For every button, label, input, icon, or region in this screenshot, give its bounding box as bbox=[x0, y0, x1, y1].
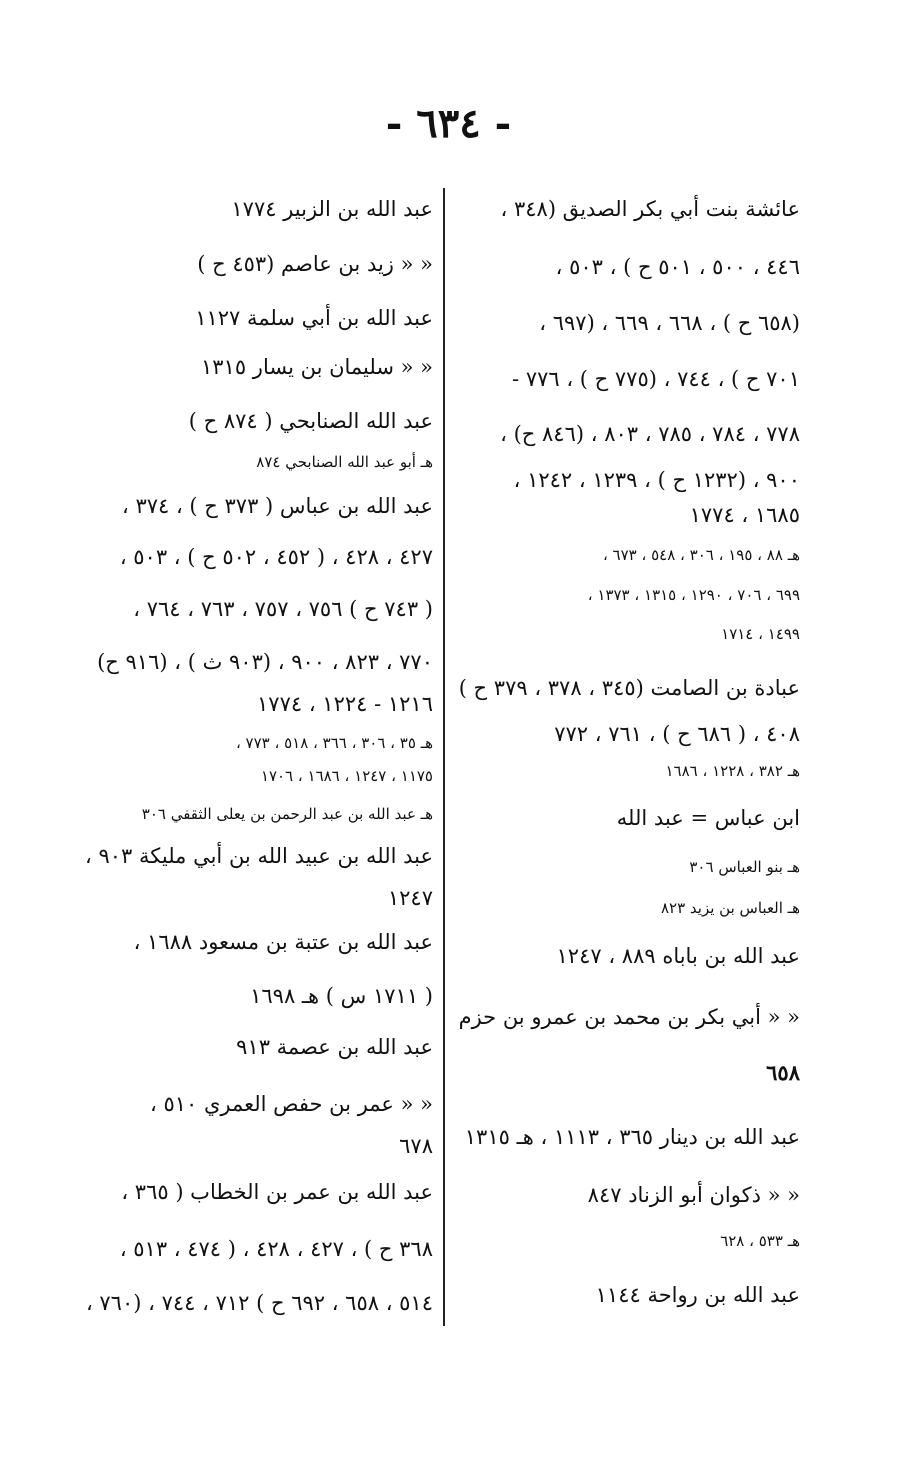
index-line: ٥١٤ ، ٦٥٨ ، ٦٩٢ ح ) ٧١٢ ، ٧٤٤ ، (٧٦٠ ، bbox=[85, 1291, 433, 1315]
index-line: ٤٢٧ ، ٤٢٨ ، ( ٤٥٢ ، ٥٠٢ ح ) ، ٥٠٣ ، bbox=[119, 545, 433, 569]
index-line: عبد الله بن عتبة بن مسعود ١٦٨٨ ، bbox=[133, 930, 433, 954]
index-line: ٤٠٨ ، ( ٦٨٦ ح ) ، ٧٦١ ، ٧٧٢ bbox=[554, 722, 800, 746]
index-line: « « ذكوان أبو الزناد ٨٤٧ bbox=[587, 1183, 800, 1207]
index-line: ٧٧٠ ، ٨٢٣ ، ٩٠٠ ، (٩٠٣ ث ) ، (٩١٦ ح) bbox=[97, 650, 433, 674]
index-line: هـ العباس بن يزيد ٨٢٣ bbox=[660, 899, 800, 917]
left-column bbox=[75, 188, 433, 1328]
index-line: عبد الله بن دينار ٣٦٥ ، ١١١٣ ، هـ ١٣١٥ bbox=[464, 1125, 800, 1149]
index-line: هـ ٥٣٣ ، ٦٢٨ bbox=[720, 1232, 800, 1250]
index-line: ١١٧٥ ، ١٢٤٧ ، ١٦٨٦ ، ١٧٠٦ bbox=[260, 767, 433, 785]
index-line: ٣٦٨ ح ) ، ٤٢٧ ، ٤٢٨ ، ( ٤٧٤ ، ٥١٣ ، bbox=[119, 1237, 433, 1261]
index-line: ٦٧٨ bbox=[399, 1134, 433, 1158]
index-line: هـ عبد الله بن عبد الرحمن بن يعلى الثقفي ٣٠٦ bbox=[141, 805, 433, 823]
index-line: عبد الله بن رواحة ١١٤٤ bbox=[595, 1283, 800, 1307]
index-line: « « سليمان بن يسار ١٣١٥ bbox=[201, 355, 433, 379]
index-line: عبد الله بن أبي سلمة ١١٢٧ bbox=[195, 306, 433, 330]
index-line: ٤٤٦ ، ٥٠٠ ، ٥٠١ ح ) ، ٥٠٣ ، bbox=[555, 255, 800, 279]
index-line: (٦٥٨ ح ) ، ٦٦٨ ، ٦٦٩ ، (٦٩٧ ، bbox=[539, 311, 800, 335]
column-divider bbox=[443, 188, 445, 1326]
index-line: ٩٠٠ ، (١٢٣٢ ح ) ، ١٢٣٩ ، ١٢٤٢ ، bbox=[513, 468, 800, 492]
index-line: « « عمر بن حفص العمري ٥١٠ ، bbox=[150, 1092, 433, 1116]
index-line: عائشة بنت أبي بكر الصديق (٣٤٨ ، bbox=[500, 197, 800, 221]
index-line: ١٦٨٥ ، ١٧٧٤ bbox=[689, 503, 800, 527]
index-line: هـ بنو العباس ٣٠٦ bbox=[689, 858, 800, 876]
index-line: ( ١٧١١ س ) هـ ١٦٩٨ bbox=[250, 984, 433, 1008]
index-line: ٧٧٨ ، ٧٨٤ ، ٧٨٥ ، ٨٠٣ ، (٨٤٦ ح) ، bbox=[500, 422, 800, 446]
index-line: عبد الله بن الزبير ١٧٧٤ bbox=[231, 197, 433, 221]
index-line: ابن عباس = عبد الله bbox=[616, 806, 800, 830]
index-line: « « أبي بكر بن محمد بن عمرو بن حزم bbox=[458, 1005, 800, 1029]
right-column bbox=[455, 188, 800, 1328]
index-line: عبد الله بن عباس ( ٣٧٣ ح ) ، ٣٧٤ ، bbox=[121, 494, 433, 518]
index-line: عبد الله بن عصمة ٩١٣ bbox=[236, 1035, 433, 1059]
index-line: ١٢٤٧ bbox=[387, 886, 433, 910]
index-line: عبد الله بن عمر بن الخطاب ( ٣٦٥ ، bbox=[121, 1180, 433, 1204]
index-line: ٦٩٩ ، ٧٠٦ ، ١٢٩٠ ، ١٣١٥ ، ١٣٧٣ ، bbox=[587, 586, 800, 604]
index-line: ١٢١٦ - ١٢٢٤ ، ١٧٧٤ bbox=[257, 692, 433, 716]
index-line: عبادة بن الصامت (٣٤٥ ، ٣٧٨ ، ٣٧٩ ح ) bbox=[458, 676, 800, 700]
index-line: هـ ٣٥ ، ٣٠٦ ، ٣٦٦ ، ٥١٨ ، ٧٧٣ ، bbox=[235, 734, 433, 752]
index-line: هـ ٨٨ ، ١٩٥ ، ٣٠٦ ، ٥٤٨ ، ٦٧٣ ، bbox=[602, 546, 800, 564]
index-line: هـ أبو عبد الله الصنابحي ٨٧٤ bbox=[256, 453, 433, 471]
index-line: ( ٧٤٣ ح ) ٧٥٦ ، ٧٥٧ ، ٧٦٣ ، ٧٦٤ ، bbox=[133, 597, 433, 621]
index-line: عبد الله الصنابحي ( ٨٧٤ ح ) bbox=[188, 409, 433, 433]
index-line: عبد الله بن عبيد الله بن أبي مليكة ٩٠٣ ، bbox=[85, 844, 433, 868]
index-line: ٦٥٨ bbox=[766, 1060, 800, 1085]
page-number: - ٦٣٤ - bbox=[385, 100, 512, 147]
index-line: « « زيد بن عاصم (٤٥٣ ح ) bbox=[197, 252, 433, 276]
index-line: ١٤٩٩ ، ١٧١٤ bbox=[721, 625, 800, 643]
index-line: ٧٠١ ح ) ، ٧٤٤ ، (٧٧٥ ح ) ، ٧٧٦ - bbox=[512, 367, 800, 391]
index-line: هـ ٣٨٢ ، ١٢٢٨ ، ١٦٨٦ bbox=[665, 762, 800, 780]
index-line: عبد الله بن باباه ٨٨٩ ، ١٢٤٧ bbox=[556, 944, 800, 968]
